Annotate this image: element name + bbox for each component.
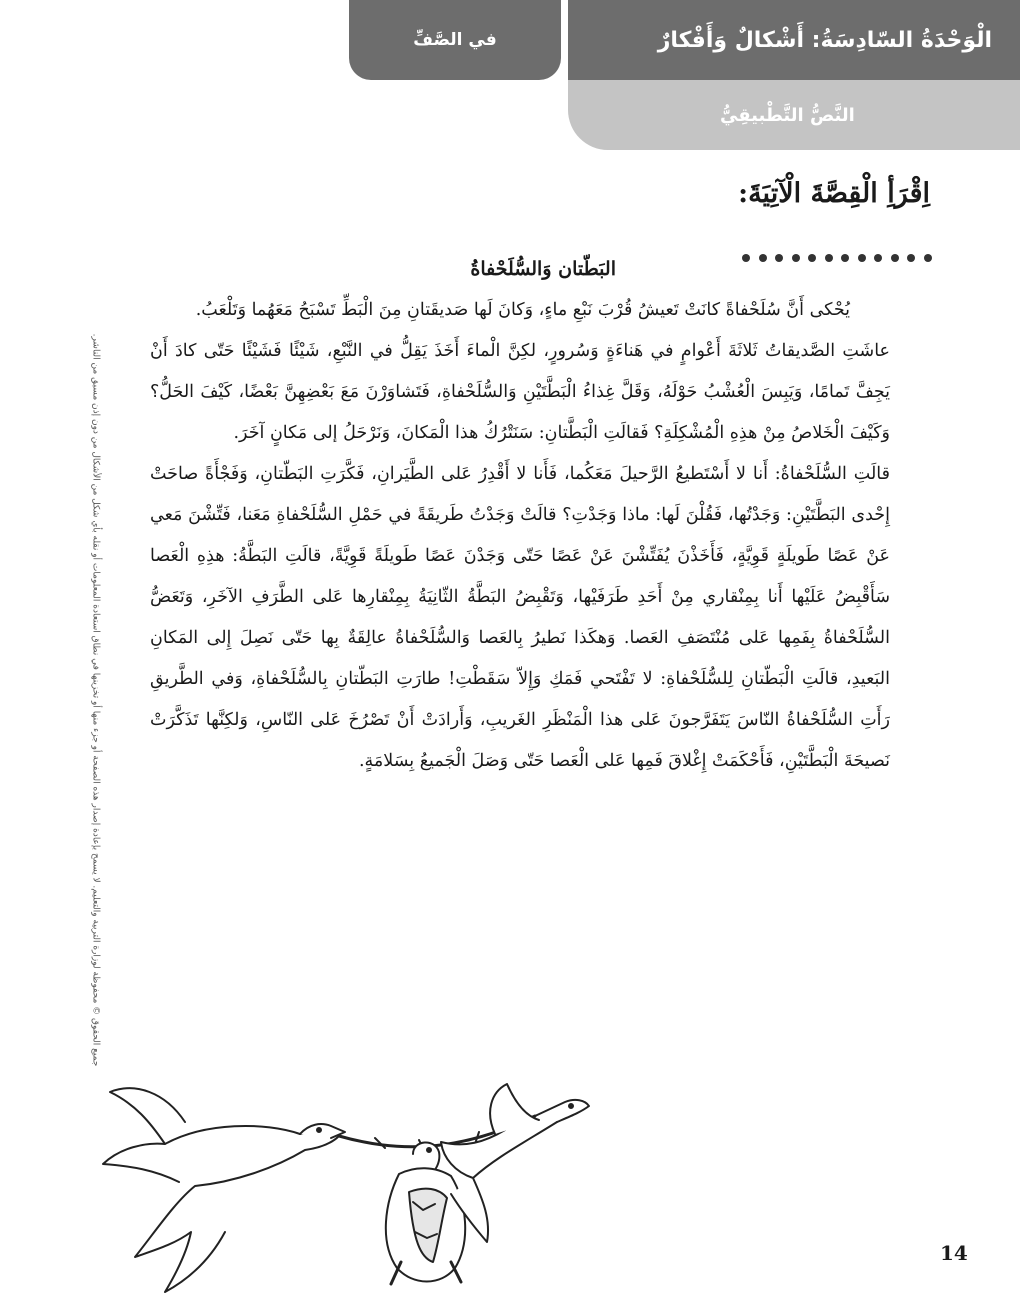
section-subheader	[568, 80, 1020, 150]
unit-header	[568, 0, 1020, 80]
reading-instruction: اِقْرَأِ الْقِصَّةَ الْآتِيَةَ:	[738, 178, 930, 209]
ducks-carrying-turtle-illustration	[95, 1082, 595, 1304]
section-title: النَّصُّ التَّطْبيقِيُّ	[720, 104, 855, 126]
copyright-note	[88, 330, 102, 1070]
story-paragraph-2: عاشَتِ الصَّديقاتُ ثَلاثَةَ أَعْوامٍ في هَناءَةٍ وَسُرورٍ، لكِنَّ الْماءَ أَخَذَ يَقِلُّ في النَّبْعِ، شَيْئًا فَشَيْئًا حَتّى كادَ أَنْ يَجِفَّ تَمامًا، وَيَبِسَ الْعُشْبُ حَوْلَهُ، وَقَلَّ غِذاءُ الْبَطَّتَيْنِ وَالسُّلَحْفاةِ، فَتَشاوَرْنَ مَعَ بَعْضِهِنَّ بَعْضًا، كَيْفَ الحَلُّ؟ وَكَيْفَ الْخَلاصُ مِنْ هذِهِ الْمُشْكِلَةِ؟ فَقالَتِ الْبَطَّتانِ: سَنَتْرُكُ هذا الْمَكانَ، وَنَرْحَلُ إلى مَكانٍ آخَرَ.	[150, 341, 890, 443]
story-paragraph-1: يُحْكى أَنَّ سُلَحْفاةً كانَتْ تَعيشُ قُرْبَ نَبْعِ ماءٍ، وَكانَ لَها صَديقَتانِ مِنَ الْبَطِّ تَسْبَحُ مَعَهُما وَتَلْعَبُ.	[195, 300, 850, 320]
story-paragraph-3: قالَتِ السُّلَحْفاةُ: أَنا لا أَسْتَطيعُ الرَّحيلَ مَعَكُما، فَأَنا لا أَقْدِرُ عَلى الطَّيَرانِ، فَكَّرَتِ البَطّتانِ، وَفَجْأَةً صاحَتْ إِحْدى البَطَّتَيْنِ: وَجَدْتُها، فَقُلْنَ لَها: ماذا وَجَدْتِ؟ قالَتْ وَجَدْتُ طَريقَةً في حَمْلِ السُّلَحْفاةِ مَعَنا، فَتِّشْنَ مَعي عَنْ عَصًا طَويلَةٍ قَوِيَّةٍ، فَأَخَذْنَ يُفَتِّشْنَ عَنْ عَصًا حَتّى وَجَدْنَ عَصًا طَويلَةً قَوِيَّةً، قالَتِ البَطَّةُ: هذِهِ الْعَصا سَأَقْبِضُ عَلَيْها أَنا بِمِنْقاري مِنْ أَحَدِ طَرَفَيْها، وَتَقْبِضُ البَطَّةُ الثّانِيَةُ بِمِنْقارِها عَلى الطَّرَفِ الآخَرِ، وَتَعَضُّ السُّلَحْفاةُ بِفَمِها عَلى مُنْتَصَفِ العَصا. وَهكَذا نَطيرُ بِالعَصا وَالسُّلَحْفاةُ عالِقَةٌ بِها حَتّى نَصِلَ إِلى المَكانِ البَعيدِ، قالَتِ الْبَطّتانِ لِلسُّلَحْفاةِ: لا تَفْتَحي فَمَكِ وَإِلاّ سَقَطْتِ! طارَتِ البَطّتانِ بِالسُّلَحْفاةِ، وَفي الطَّريقِ رَأَتِ السُّلَحْفاةُ النّاسَ يَتَفَرَّجونَ عَلى هذا الْمَنْظَرِ الغَريبِ، وَأَرادَتْ أَنْ تَصْرُخَ عَلى النّاسِ، وَلكِنَّها تَذَكَّرَتْ نَصيحَةَ الْبَطَّتَيْنِ، فَأَحْكَمَتْ إِغْلاقَ فَمِها عَلى الْعَصا حَتّى وَصَلَ الْجَميعُ بِسَلامَةٍ.	[150, 464, 890, 771]
tab-in-class-label: في الصَّفِّ	[413, 30, 497, 50]
story-title: البَطّتان وَالسُّلَحْفاةُ	[470, 258, 616, 280]
copyright-text: جميع الحقوق © محفوظة لوزارة التربية والتعليم. لا يسمح بإعادة إصدار هذه الصفحة أو جزء منها أو تخزينها في نطاق استعادة المعلومات أو نقله بأي شكل من الأشكال من دون إذن مسبق من الناشر.	[89, 333, 100, 1067]
tab-in-class	[349, 0, 561, 80]
story-body	[150, 290, 890, 782]
dotted-separator	[742, 252, 932, 264]
page-number: 14	[940, 1241, 968, 1265]
unit-title: الْوَحْدَةُ السّادِسَةُ: أَشْكالٌ وَأَفْكارٌ	[657, 27, 992, 53]
